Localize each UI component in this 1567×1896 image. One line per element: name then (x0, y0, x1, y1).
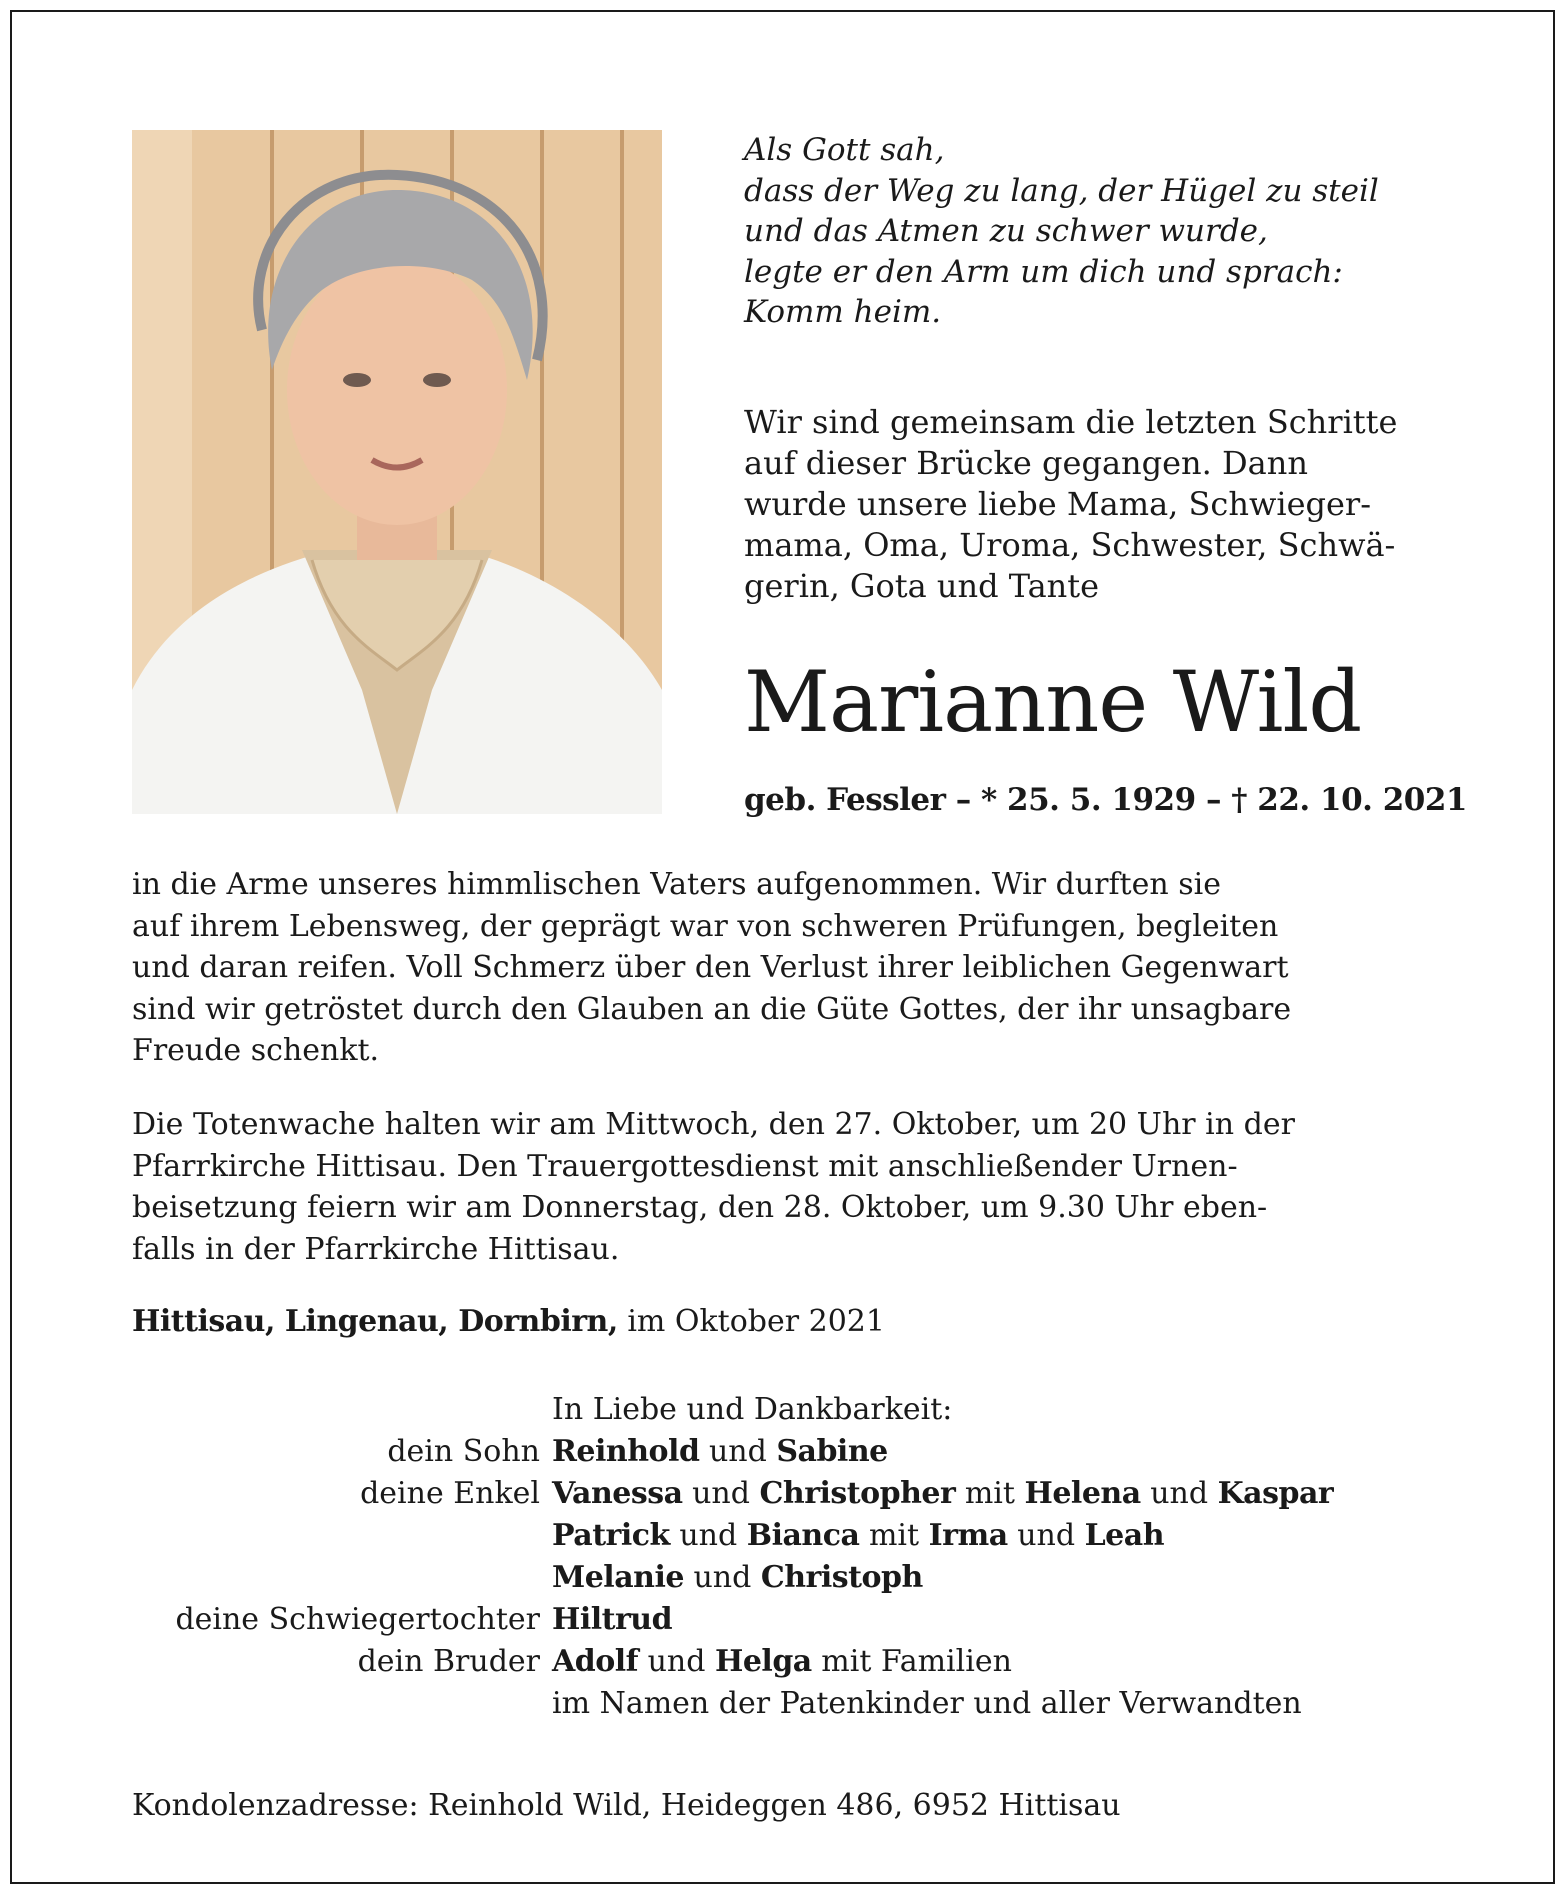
member-name: Adolf (552, 1644, 639, 1679)
main-text-line: sind wir getröstet durch den Glauben an die Güte Gottes, der ihr unsagbare (132, 991, 1292, 1027)
poem (744, 130, 1464, 333)
poem-line: Als Gott sah, (744, 132, 945, 168)
connector: mit (955, 1476, 1025, 1511)
connector: und (683, 1560, 761, 1595)
intro-line: auf dieser Brücke gegangen. Dann (744, 444, 1308, 482)
family-heading: In Liebe und Dankbarkeit: (552, 1392, 953, 1427)
relation-label: deine Schwiegertochter (175, 1602, 540, 1637)
member-name: Vanessa (552, 1476, 683, 1511)
member-name: Bianca (746, 1518, 860, 1553)
place-names: Hittisau, Lingenau, Dornbirn, (132, 1304, 618, 1339)
condolence-address: Kondolenzadresse: Reinhold Wild, Heideggen 486, 6952 Hittisau (132, 1788, 1121, 1823)
service-info (132, 1104, 1448, 1270)
member-name: Helena (1024, 1476, 1141, 1511)
poem-line: legte er den Arm um dich und sprach: (744, 253, 1343, 290)
family-row-brother (132, 1641, 1452, 1683)
connector: und (1007, 1518, 1085, 1553)
connector: und (638, 1644, 715, 1679)
relation-label: deine Enkel (360, 1476, 540, 1511)
family-list (132, 1389, 1452, 1725)
main-text (132, 864, 1448, 1072)
service-info-line: Pfarrkirche Hittisau. Den Trauergottesdienst mit anschließender Urnen- (132, 1148, 1238, 1184)
family-heading-row (132, 1389, 1452, 1431)
relation-label: dein Bruder (357, 1644, 540, 1679)
connector: und (699, 1434, 777, 1469)
place-date (132, 1304, 885, 1339)
member-name: Kaspar (1217, 1476, 1334, 1511)
connector: und (682, 1476, 760, 1511)
member-name: Melanie (552, 1560, 684, 1595)
main-text-line: Freude schenkt. (132, 1033, 380, 1068)
intro-text (744, 402, 1444, 607)
main-text-line: auf ihrem Lebensweg, der geprägt war von schweren Prüfungen, begleiten (132, 908, 1279, 944)
poem-line: Komm heim. (744, 294, 942, 330)
poem-line: dass der Weg zu lang, der Hügel zu steil (744, 172, 1379, 209)
member-name: Irma (928, 1518, 1008, 1553)
connector: und (669, 1518, 747, 1553)
member-name: Patrick (552, 1518, 670, 1553)
connector: mit Familien (811, 1644, 1012, 1679)
family-row-grandchildren-3 (132, 1557, 1452, 1599)
service-info-line: falls in der Pfarrkirche Hittisau. (132, 1231, 620, 1267)
family-row-closing (132, 1683, 1452, 1725)
connector: mit (859, 1518, 929, 1553)
family-row-daughter-in-law (132, 1599, 1452, 1641)
portrait-illustration (132, 130, 662, 814)
main-text-line: und daran reifen. Voll Schmerz über den Verlust ihrer leiblichen Gegenwart (132, 950, 1289, 985)
main-text-line: in die Arme unseres himmlischen Vaters aufgenommen. Wir durften sie (132, 867, 1221, 902)
poem-line: und das Atmen zu schwer wurde, (744, 213, 1268, 249)
portrait-photo (132, 130, 662, 814)
intro-line: gerin, Gota und Tante (744, 567, 1100, 605)
member-name: Hiltrud (552, 1602, 673, 1637)
birth-death-dates: geb. Fessler – * 25. 5. 1929 – † 22. 10. 2021 (744, 782, 1467, 818)
family-row-grandchildren (132, 1473, 1452, 1515)
month-year: im Oktober 2021 (617, 1304, 885, 1339)
intro-line: Wir sind gemeinsam die letzten Schritte (744, 403, 1398, 441)
service-info-line: Die Totenwache halten wir am Mittwoch, den 27. Oktober, um 20 Uhr in der (132, 1107, 1295, 1142)
family-row-grandchildren-2 (132, 1515, 1452, 1557)
member-name: Helga (715, 1644, 812, 1679)
member-name: Sabine (776, 1434, 888, 1469)
intro-line: wurde unsere liebe Mama, Schwieger- (744, 485, 1372, 523)
deceased-name: Marianne Wild (744, 653, 1362, 751)
service-info-line: beisetzung feiern wir am Donnerstag, den 28. Oktober, um 9.30 Uhr eben- (132, 1190, 1268, 1225)
member-name: Leah (1084, 1518, 1165, 1553)
member-name: Christoph (760, 1560, 923, 1595)
member-name: Christopher (759, 1476, 956, 1511)
connector: und (1140, 1476, 1218, 1511)
obituary-page (10, 10, 1555, 1884)
intro-line: mama, Oma, Uroma, Schwester, Schwä- (744, 526, 1396, 564)
relation-label: dein Sohn (387, 1434, 540, 1469)
family-closing: im Namen der Patenkinder und aller Verwandten (552, 1686, 1302, 1721)
member-name: Reinhold (552, 1434, 700, 1469)
family-row-son (132, 1431, 1452, 1473)
